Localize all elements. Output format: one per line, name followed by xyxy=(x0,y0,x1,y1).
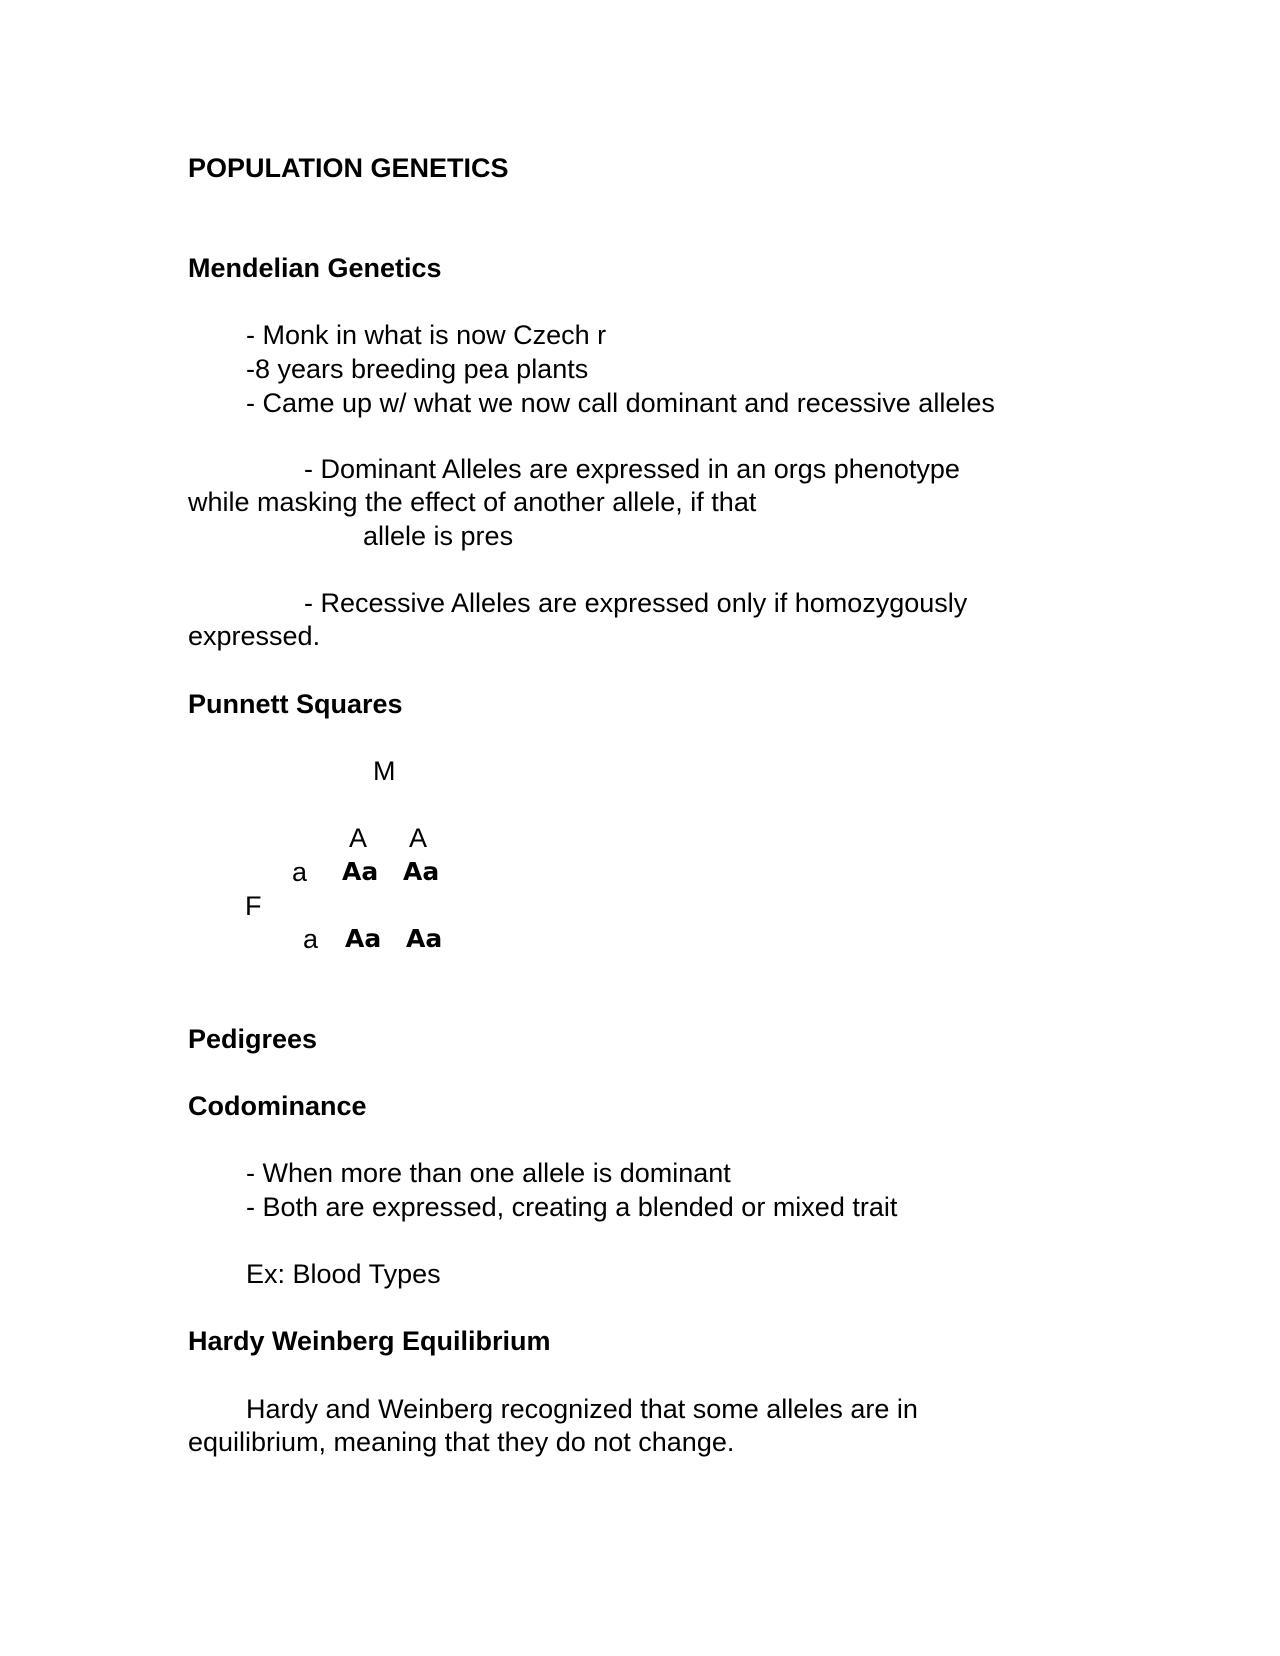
punnett-row-1-allele: a xyxy=(292,857,308,887)
dominant-line-1: - Dominant Alleles are expressed in an orgs phenotype xyxy=(304,454,960,484)
codominance-bullet-1: - When more than one allele is dominant xyxy=(246,1158,731,1188)
heading-punnett-squares: Punnett Squares xyxy=(188,689,403,719)
codominance-example: Ex: Blood Types xyxy=(246,1259,441,1289)
mendel-bullet-2: -8 years breeding pea plants xyxy=(246,354,589,384)
heading-pedigrees: Pedigrees xyxy=(188,1024,318,1054)
recessive-line-2: expressed. xyxy=(188,621,321,651)
codominance-bullet-2: - Both are expressed, creating a blended or mixed trait xyxy=(246,1192,898,1222)
heading-codominance: Codominance xyxy=(188,1091,367,1121)
hardy-line-1: Hardy and Weinberg recognized that some alleles are in xyxy=(246,1394,918,1424)
punnett-row-2-allele: a xyxy=(303,924,319,954)
punnett-top-allele-1: A xyxy=(349,823,368,853)
punnett-male-label: M xyxy=(373,756,396,786)
mendel-bullet-3: - Came up w/ what we now call dominant and recessive alleles xyxy=(246,388,995,418)
heading-hardy-weinberg: Hardy Weinberg Equilibrium xyxy=(188,1326,551,1356)
punnett-top-allele-2: A xyxy=(409,823,428,853)
punnett-female-label: F xyxy=(245,891,262,921)
punnett-cell-2-2: Aa xyxy=(406,924,443,953)
hardy-line-2: equilibrium, meaning that they do not change. xyxy=(188,1427,735,1457)
dominant-line-3: allele is pres xyxy=(363,521,514,551)
page-title: POPULATION GENETICS xyxy=(188,153,509,183)
heading-mendelian-genetics: Mendelian Genetics xyxy=(188,253,442,283)
punnett-cell-2-1: Aa xyxy=(345,924,382,953)
recessive-line-1: - Recessive Alleles are expressed only if homozygously xyxy=(304,588,968,618)
punnett-cell-1-1: Aa xyxy=(342,857,379,886)
punnett-cell-1-2: Aa xyxy=(403,857,440,886)
mendel-bullet-1: - Monk in what is now Czech r xyxy=(246,320,607,350)
dominant-line-2: while masking the effect of another allele, if that xyxy=(188,487,757,517)
